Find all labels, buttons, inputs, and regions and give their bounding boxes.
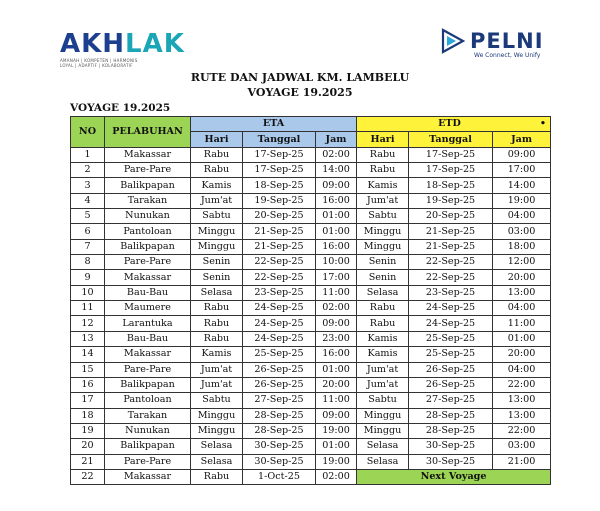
row-port: Pare-Pare (105, 454, 191, 469)
row-etd-day: Minggu (357, 423, 409, 438)
row-etd-date: 17-Sep-25 (409, 163, 493, 178)
header-etd (357, 117, 551, 132)
akhlak-part-b: LAK (125, 29, 185, 59)
row-port: Makassar (105, 270, 191, 285)
row-eta-date: 17-Sep-25 (243, 147, 316, 162)
row-etd-time: 22:00 (493, 377, 551, 392)
row-port: Balikpapan (105, 377, 191, 392)
table-row (71, 224, 551, 239)
row-etd-date: 21-Sep-25 (409, 239, 493, 254)
row-etd-day: Kamis (357, 347, 409, 362)
row-etd-day: Senin (357, 270, 409, 285)
row-no: 12 (71, 316, 105, 331)
row-eta-time: 02:00 (316, 469, 357, 484)
header-port: PELABUHAN (105, 117, 191, 148)
row-eta-time: 02:00 (316, 301, 357, 316)
row-no: 20 (71, 439, 105, 454)
row-no: 16 (71, 377, 105, 392)
table-row (71, 454, 551, 469)
row-etd-day: Kamis (357, 331, 409, 346)
row-etd-date: 30-Sep-25 (409, 439, 493, 454)
row-port: Nunukan (105, 209, 191, 224)
row-eta-time: 09:00 (316, 178, 357, 193)
row-no: 21 (71, 454, 105, 469)
row-eta-time: 19:00 (316, 454, 357, 469)
row-port: Tarakan (105, 193, 191, 208)
table-row (71, 301, 551, 316)
row-etd-date: 30-Sep-25 (409, 454, 493, 469)
row-etd-time: 04:00 (493, 209, 551, 224)
row-etd-time: 19:00 (493, 193, 551, 208)
row-etd-time: 17:00 (493, 163, 551, 178)
row-no: 5 (71, 209, 105, 224)
row-no: 17 (71, 393, 105, 408)
etd-label: ETD (438, 118, 461, 130)
table-row (71, 285, 551, 300)
row-eta-time: 01:00 (316, 362, 357, 377)
row-etd-date: 26-Sep-25 (409, 362, 493, 377)
row-eta-day: Minggu (191, 408, 243, 423)
table-row (71, 209, 551, 224)
row-eta-day: Kamis (191, 178, 243, 193)
row-etd-day: Sabtu (357, 393, 409, 408)
eta-day-header: Hari (191, 132, 243, 147)
row-etd-date: 17-Sep-25 (409, 147, 493, 162)
row-etd-date: 25-Sep-25 (409, 331, 493, 346)
row-eta-time: 09:00 (316, 408, 357, 423)
row-eta-day: Rabu (191, 163, 243, 178)
row-etd-day: Jum'at (357, 377, 409, 392)
row-no: 8 (71, 255, 105, 270)
row-eta-date: 27-Sep-25 (243, 393, 316, 408)
row-eta-date: 18-Sep-25 (243, 178, 316, 193)
row-etd-time: 13:00 (493, 393, 551, 408)
voyage-label: VOYAGE 19.2025 (70, 102, 171, 114)
row-etd-day: Minggu (357, 239, 409, 254)
row-port: Pare-Pare (105, 163, 191, 178)
table-row (71, 393, 551, 408)
table-row (71, 439, 551, 454)
table-row (71, 362, 551, 377)
row-eta-time: 16:00 (316, 193, 357, 208)
row-no: 7 (71, 239, 105, 254)
row-etd-date: 23-Sep-25 (409, 285, 493, 300)
row-eta-day: Selasa (191, 454, 243, 469)
row-eta-day: Jum'at (191, 193, 243, 208)
row-etd-day: Selasa (357, 285, 409, 300)
row-etd-date: 19-Sep-25 (409, 193, 493, 208)
row-etd-day: Rabu (357, 163, 409, 178)
row-eta-time: 14:00 (316, 163, 357, 178)
row-etd-date: 24-Sep-25 (409, 301, 493, 316)
row-eta-date: 19-Sep-25 (243, 193, 316, 208)
row-port: Balikpapan (105, 439, 191, 454)
row-etd-day: Minggu (357, 408, 409, 423)
row-port: Pantoloan (105, 393, 191, 408)
row-no: 9 (71, 270, 105, 285)
row-eta-time: 11:00 (316, 393, 357, 408)
title-line-2: VOYAGE 19.2025 (247, 86, 353, 99)
eta-date-header: Tanggal (243, 132, 316, 147)
row-eta-time: 16:00 (316, 347, 357, 362)
row-port: Balikpapan (105, 239, 191, 254)
etd-day-header: Hari (357, 132, 409, 147)
row-eta-day: Sabtu (191, 209, 243, 224)
row-eta-date: 24-Sep-25 (243, 316, 316, 331)
row-etd-day: Minggu (357, 224, 409, 239)
row-etd-day: Jum'at (357, 362, 409, 377)
row-etd-time: 01:00 (493, 331, 551, 346)
row-port: Bau-Bau (105, 285, 191, 300)
row-eta-day: Selasa (191, 439, 243, 454)
title-line-1: RUTE DAN JADWAL KM. LAMBELU (190, 71, 410, 84)
row-eta-day: Senin (191, 270, 243, 285)
row-eta-date: 21-Sep-25 (243, 224, 316, 239)
row-eta-day: Minggu (191, 224, 243, 239)
row-port: Makassar (105, 147, 191, 162)
pelni-logo (440, 28, 570, 59)
row-eta-date: 17-Sep-25 (243, 163, 316, 178)
row-etd-time: 20:00 (493, 270, 551, 285)
row-port: Tarakan (105, 408, 191, 423)
row-eta-date: 24-Sep-25 (243, 331, 316, 346)
row-eta-date: 23-Sep-25 (243, 285, 316, 300)
row-no: 6 (71, 224, 105, 239)
row-no: 13 (71, 331, 105, 346)
row-etd-day: Selasa (357, 454, 409, 469)
row-etd-day: Rabu (357, 301, 409, 316)
row-eta-date: 1-Oct-25 (243, 469, 316, 484)
row-etd-day: Rabu (357, 316, 409, 331)
header-no: NO (71, 117, 105, 148)
row-etd-day: Senin (357, 255, 409, 270)
akhlak-tagline-2: LOYAL | ADAPTIF | KOLABORATIF (60, 63, 133, 68)
row-no: 19 (71, 423, 105, 438)
row-no: 1 (71, 147, 105, 162)
row-eta-time: 09:00 (316, 316, 357, 331)
table-row (71, 239, 551, 254)
row-etd-day: Kamis (357, 178, 409, 193)
row-etd-time: 22:00 (493, 423, 551, 438)
row-eta-time: 01:00 (316, 224, 357, 239)
row-etd-time: 21:00 (493, 454, 551, 469)
table-row (71, 331, 551, 346)
row-eta-day: Rabu (191, 301, 243, 316)
row-etd-time: 20:00 (493, 347, 551, 362)
row-etd-date: 18-Sep-25 (409, 178, 493, 193)
row-eta-day: Jum'at (191, 377, 243, 392)
row-etd-time: 18:00 (493, 239, 551, 254)
pelni-tagline: We Connect, We Unify (474, 52, 541, 59)
eta-time-header: Jam (316, 132, 357, 147)
row-etd-time: 04:00 (493, 362, 551, 377)
row-no: 22 (71, 469, 105, 484)
akhlak-part-a: AKH (60, 29, 126, 59)
row-eta-day: Selasa (191, 285, 243, 300)
table-row (71, 408, 551, 423)
row-eta-time: 23:00 (316, 331, 357, 346)
row-etd-time: 09:00 (493, 147, 551, 162)
row-etd-day: Selasa (357, 439, 409, 454)
akhlak-logo (60, 29, 185, 68)
row-eta-date: 26-Sep-25 (243, 362, 316, 377)
row-port: Makassar (105, 469, 191, 484)
row-etd-date: 21-Sep-25 (409, 224, 493, 239)
row-port: Balikpapan (105, 178, 191, 193)
row-etd-day: Rabu (357, 147, 409, 162)
row-eta-date: 22-Sep-25 (243, 270, 316, 285)
row-port: Bau-Bau (105, 331, 191, 346)
row-eta-date: 24-Sep-25 (243, 301, 316, 316)
pelni-wordmark: PELNI (470, 29, 544, 53)
table-row (71, 347, 551, 362)
header-eta: ETA (191, 117, 357, 132)
row-etd-time: 03:00 (493, 224, 551, 239)
table-row (71, 270, 551, 285)
row-etd-date: 25-Sep-25 (409, 347, 493, 362)
row-no: 10 (71, 285, 105, 300)
etd-date-header: Tanggal (409, 132, 493, 147)
row-port: Pantoloan (105, 224, 191, 239)
row-eta-day: Senin (191, 255, 243, 270)
row-eta-day: Minggu (191, 239, 243, 254)
row-etd-day: Jum'at (357, 193, 409, 208)
row-no: 3 (71, 178, 105, 193)
row-eta-time: 01:00 (316, 439, 357, 454)
row-eta-date: 26-Sep-25 (243, 377, 316, 392)
row-eta-date: 28-Sep-25 (243, 423, 316, 438)
row-eta-day: Jum'at (191, 362, 243, 377)
row-port: Makassar (105, 347, 191, 362)
row-etd-date: 20-Sep-25 (409, 209, 493, 224)
next-voyage-cell: Next Voyage (357, 469, 551, 484)
etd-time-header: Jam (493, 132, 551, 147)
row-eta-day: Minggu (191, 423, 243, 438)
row-no: 14 (71, 347, 105, 362)
row-port: Pare-Pare (105, 255, 191, 270)
row-eta-date: 25-Sep-25 (243, 347, 316, 362)
row-eta-date: 22-Sep-25 (243, 255, 316, 270)
akhlak-wordmark (60, 29, 185, 59)
row-eta-day: Sabtu (191, 393, 243, 408)
row-port: Larantuka (105, 316, 191, 331)
row-eta-date: 21-Sep-25 (243, 239, 316, 254)
row-no: 11 (71, 301, 105, 316)
row-etd-date: 28-Sep-25 (409, 408, 493, 423)
table-row (71, 147, 551, 162)
row-eta-time: 16:00 (316, 239, 357, 254)
row-eta-date: 30-Sep-25 (243, 454, 316, 469)
row-eta-date: 20-Sep-25 (243, 209, 316, 224)
schedule-rows (71, 147, 551, 485)
row-etd-date: 27-Sep-25 (409, 393, 493, 408)
row-port: Maumere (105, 301, 191, 316)
row-etd-time: 13:00 (493, 408, 551, 423)
row-etd-time: 13:00 (493, 285, 551, 300)
row-no: 4 (71, 193, 105, 208)
row-etd-time: 12:00 (493, 255, 551, 270)
row-no: 2 (71, 163, 105, 178)
table-row (71, 316, 551, 331)
row-etd-day: Sabtu (357, 209, 409, 224)
document-title (0, 70, 600, 100)
table-row (71, 193, 551, 208)
row-no: 18 (71, 408, 105, 423)
row-etd-time: 04:00 (493, 301, 551, 316)
row-eta-time: 20:00 (316, 377, 357, 392)
row-eta-time: 19:00 (316, 423, 357, 438)
table-row (71, 377, 551, 392)
akhlak-tagline-1: AMANAH | KOMPETEN | HARMONIS (60, 58, 138, 63)
table-row (71, 255, 551, 270)
row-etd-time: 14:00 (493, 178, 551, 193)
row-etd-date: 26-Sep-25 (409, 377, 493, 392)
row-etd-date: 28-Sep-25 (409, 423, 493, 438)
row-port: Pare-Pare (105, 362, 191, 377)
row-eta-time: 17:00 (316, 270, 357, 285)
row-eta-time: 02:00 (316, 147, 357, 162)
row-eta-day: Rabu (191, 316, 243, 331)
row-etd-date: 22-Sep-25 (409, 270, 493, 285)
pelni-mark-icon (440, 28, 466, 54)
row-eta-date: 30-Sep-25 (243, 439, 316, 454)
row-eta-date: 28-Sep-25 (243, 408, 316, 423)
row-etd-time: 03:00 (493, 439, 551, 454)
row-eta-day: Rabu (191, 147, 243, 162)
table-row (71, 469, 551, 484)
row-etd-date: 22-Sep-25 (409, 255, 493, 270)
row-no: 15 (71, 362, 105, 377)
row-port: Nunukan (105, 423, 191, 438)
row-etd-time: 11:00 (493, 316, 551, 331)
row-eta-day: Rabu (191, 469, 243, 484)
table-row (71, 178, 551, 193)
row-eta-time: 11:00 (316, 285, 357, 300)
table-row (71, 423, 551, 438)
row-eta-time: 01:00 (316, 209, 357, 224)
row-etd-date: 24-Sep-25 (409, 316, 493, 331)
schedule-table (70, 116, 551, 485)
etd-marker: • (539, 118, 547, 130)
row-eta-day: Rabu (191, 331, 243, 346)
row-eta-day: Kamis (191, 347, 243, 362)
row-eta-time: 10:00 (316, 255, 357, 270)
table-row (71, 163, 551, 178)
